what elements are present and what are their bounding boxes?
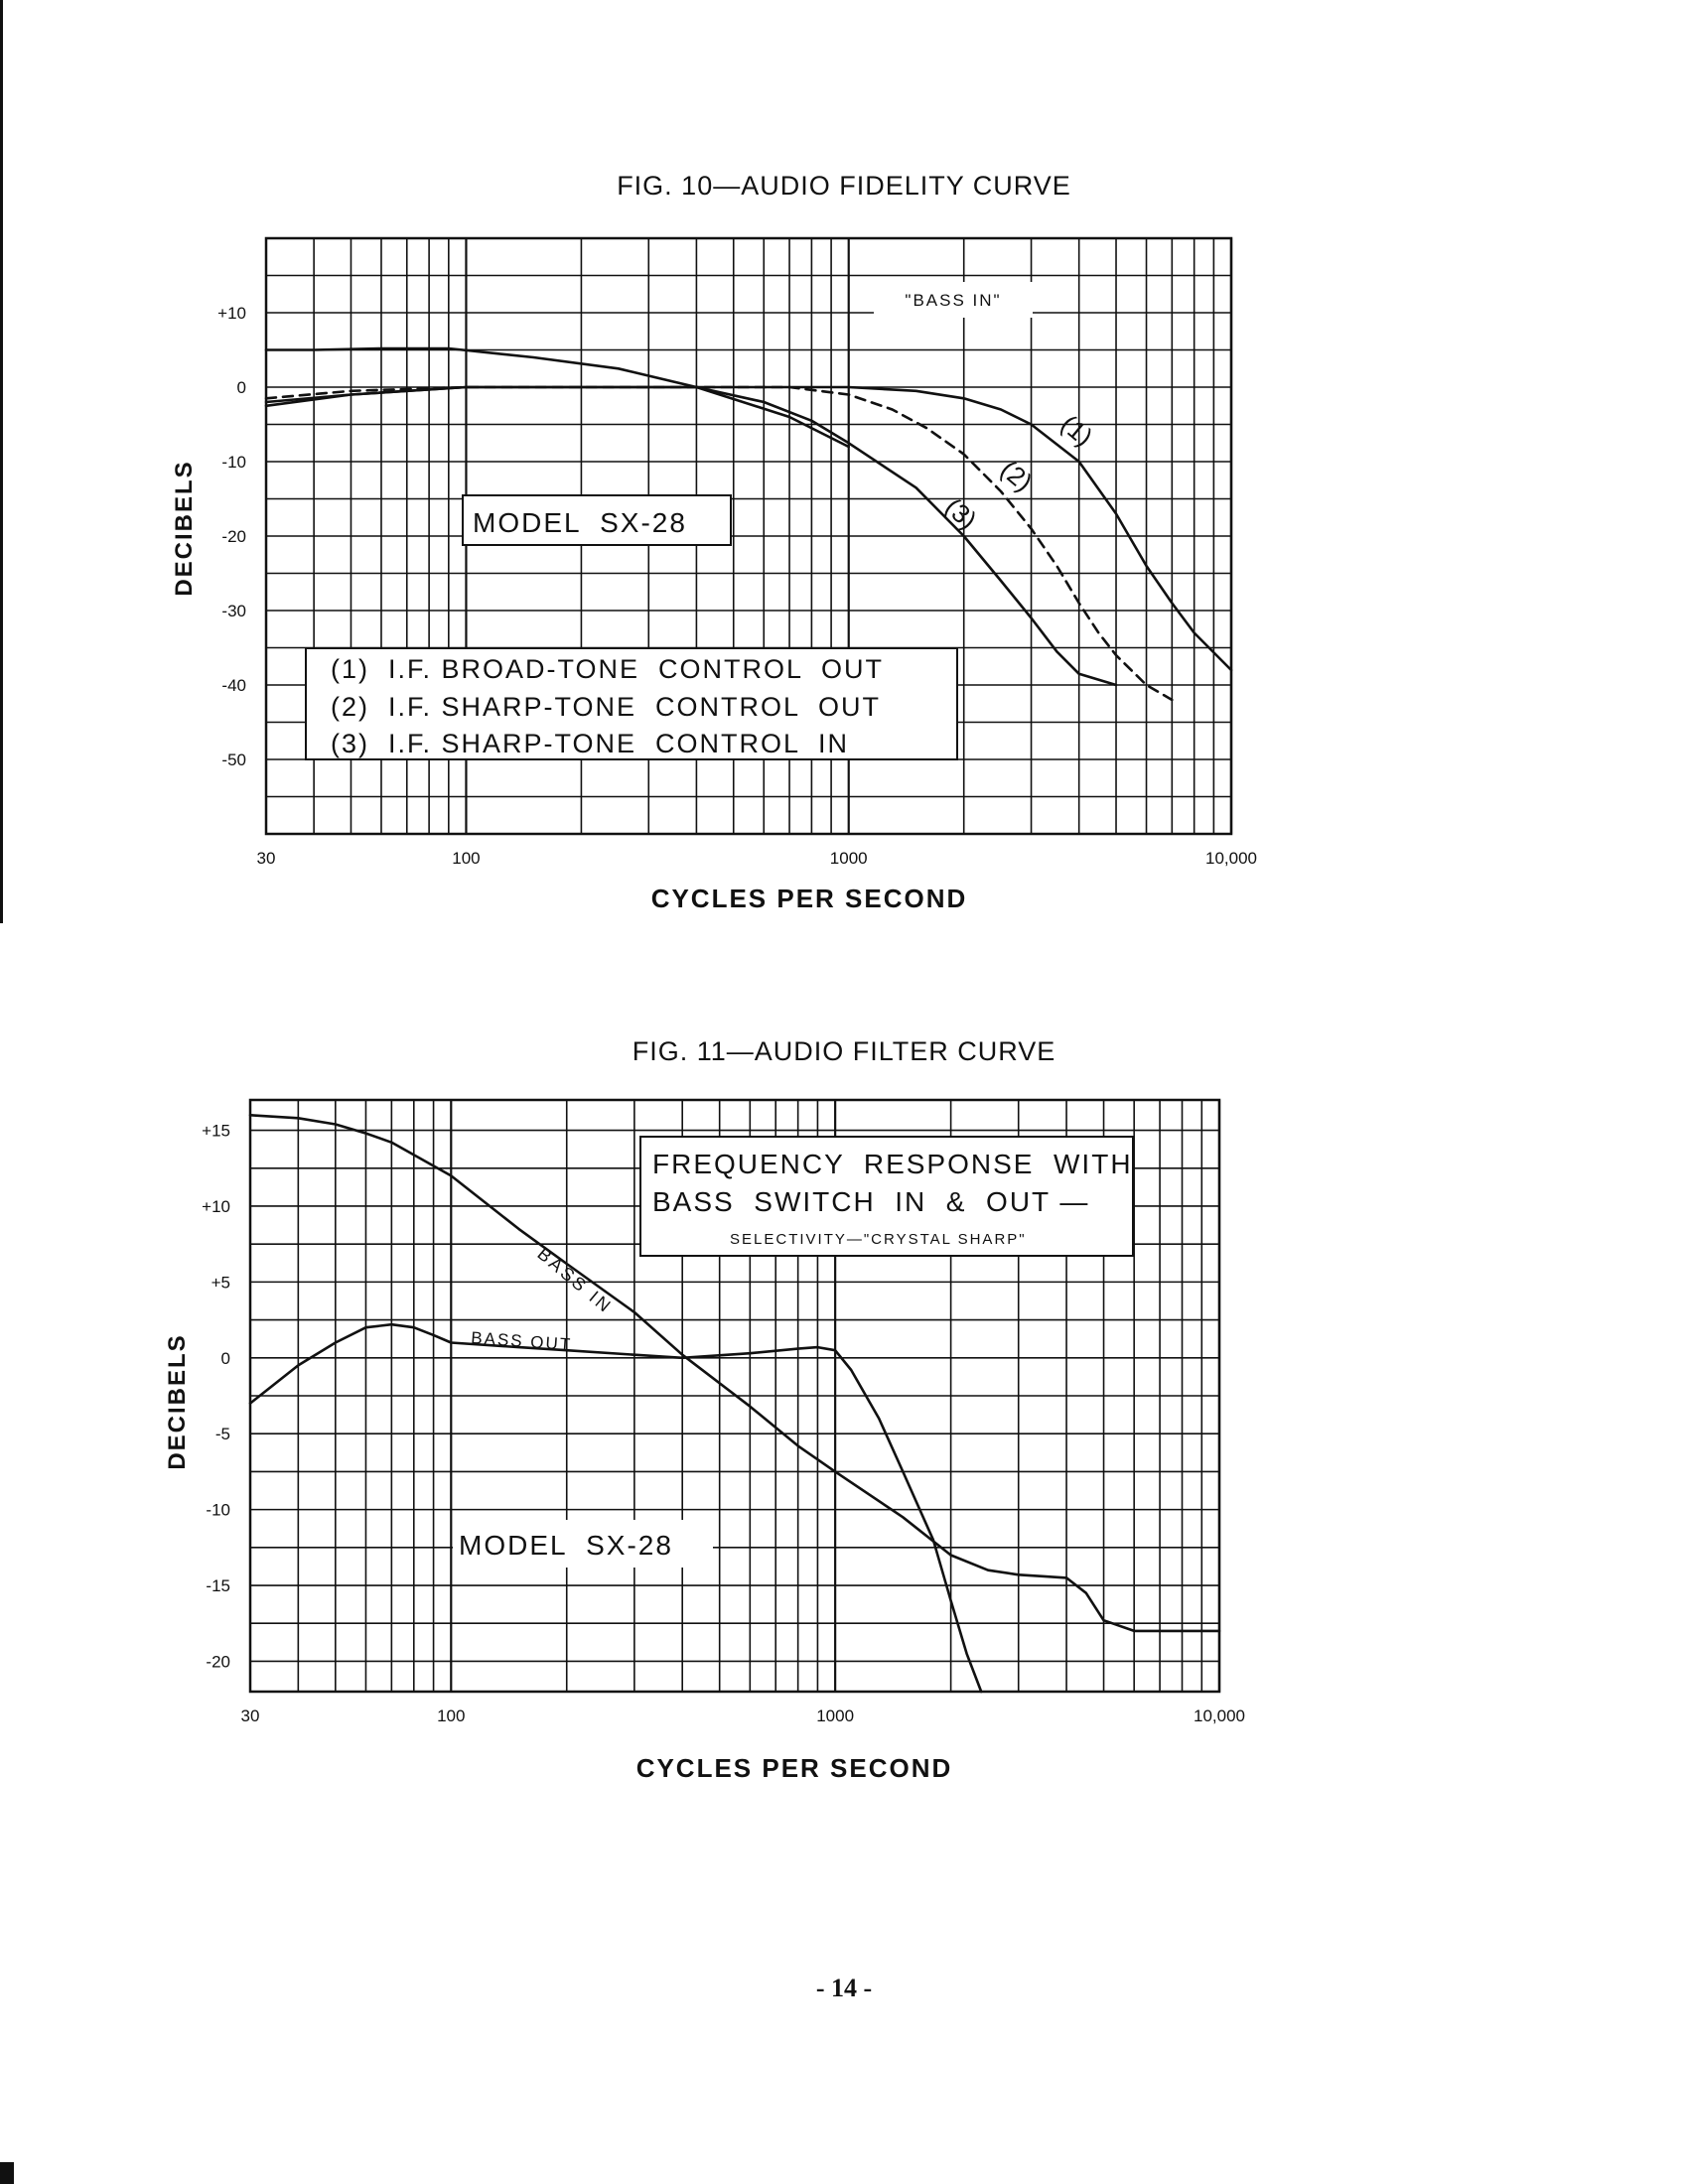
fig11-info-line-1: FREQUENCY RESPONSE WITH: [652, 1149, 1133, 1179]
fig11-series-line-2: [250, 1324, 981, 1692]
fig10-y-tick-label: 0: [236, 378, 246, 397]
fig11-bass-in-label: BASS IN: [533, 1243, 617, 1318]
fig10-x-tick-label: 30: [256, 849, 276, 868]
fig11-y-tick-label: +15: [202, 1121, 230, 1141]
fig10-y-tick-label: -10: [221, 453, 246, 472]
fig10-legend-line-2: (2) I.F. SHARP-TONE CONTROL OUT: [331, 692, 882, 722]
fig11-info-line-2: BASS SWITCH IN & OUT —: [652, 1186, 1090, 1217]
fig10-label-3: (3): [938, 491, 983, 535]
fig10-label-1: (1): [1055, 408, 1099, 453]
fig10-y-tick-label: -20: [221, 527, 246, 546]
fig10-x-tick-label: 1000: [829, 849, 868, 868]
fig11-x-tick-label: 1000: [816, 1706, 855, 1725]
fig11-y-tick-label: +5: [211, 1273, 230, 1293]
fig11-ylabel: DECIBELS: [164, 1333, 191, 1470]
fig10-model-label: MODEL SX-28: [473, 507, 687, 538]
fig10-ylabel: DECIBELS: [171, 460, 198, 597]
fig10-bass-in-label: "BASS IN": [905, 291, 1002, 310]
fig11-x-tick-label: 10,000: [1194, 1706, 1245, 1725]
fig11-model-label: MODEL SX-28: [459, 1530, 673, 1561]
fig10-x-tick-label: 100: [452, 849, 481, 868]
page-number: - 14 -: [815, 1974, 873, 2002]
fig11-info-line-3: SELECTIVITY—"CRYSTAL SHARP": [730, 1231, 1027, 1248]
fig10-label-2: (2): [994, 454, 1039, 497]
fig11-y-tick-label: -20: [206, 1652, 230, 1672]
fig10-y-tick-label: +10: [217, 304, 246, 323]
fig11-y-tick-label: +10: [202, 1196, 230, 1216]
fig11-y-tick-label: -15: [206, 1576, 230, 1596]
fig11-x-tick-label: 100: [437, 1706, 466, 1725]
fig10-legend-line-1: (1) I.F. BROAD-TONE CONTROL OUT: [331, 654, 885, 684]
fig11-x-tick-label: 30: [240, 1706, 260, 1725]
fig11-y-tick-label: -5: [214, 1425, 230, 1444]
fig10-xlabel: CYCLES PER SECOND: [650, 884, 968, 913]
fig11-xlabel: CYCLES PER SECOND: [635, 1753, 953, 1783]
fig10-legend-line-3: (3) I.F. SHARP-TONE CONTROL IN: [331, 729, 850, 758]
fig11-y-tick-label: 0: [220, 1348, 230, 1368]
fig10-y-tick-label: -30: [221, 602, 246, 620]
fig11-bass-out-label: BASS OUT: [470, 1328, 573, 1355]
fig10-y-tick-label: -40: [221, 676, 246, 695]
fig10-title: FIG. 10—AUDIO FIDELITY CURVE: [617, 171, 1071, 201]
page-corner-mark: [0, 2162, 14, 2184]
fig10-x-tick-label: 10,000: [1205, 849, 1257, 868]
fig11-y-tick-label: -10: [206, 1500, 230, 1520]
fig11-title: FIG. 11—AUDIO FILTER CURVE: [632, 1036, 1056, 1066]
fig11-series-line-3: [951, 1556, 1219, 1631]
fig10-y-tick-label: -50: [221, 751, 246, 769]
